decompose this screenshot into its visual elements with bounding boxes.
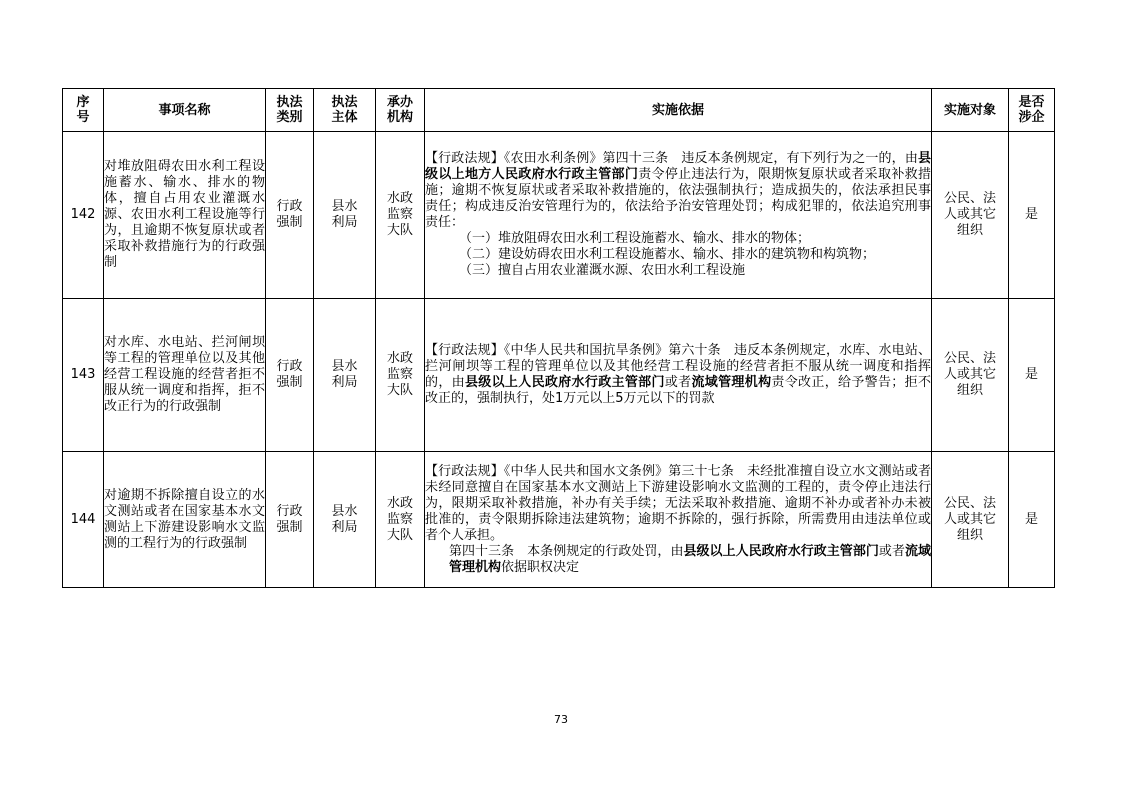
table-row xyxy=(63,299,1055,452)
cell-enterprise: 是 xyxy=(1009,452,1055,588)
basis-text: 【行政法规】《中华人民共和国抗旱条例》第六十条 违反本条例规定，水库、水电站、拦河闸坝等工程的管理单位以及其他经营工程设施的经营者拒不服从统一调度和指挥的，由 xyxy=(425,343,931,390)
cell-seq: 144 xyxy=(63,452,104,588)
cell-organ: 水政监察大队 xyxy=(376,132,425,299)
basis-item: （二）建设妨碍农田水利工程设施蓄水、输水、排水的建筑物和构筑物； xyxy=(459,247,876,262)
cell-name: 对堆放阻碍农田水利工程设施蓄水、输水、排水的物体，擅自占用农业灌溉水源、农田水利工程设施等行为，且逾期不恢复原状或者采取补救措施行为的行政强制 xyxy=(104,132,266,299)
basis-item: （一）堆放阻碍农田水利工程设施蓄水、输水、排水的物体； xyxy=(459,231,811,246)
basis-authority: 县级以上人民政府水行政主管部门 xyxy=(683,543,879,559)
cell-organ: 水政监察大队 xyxy=(376,299,425,452)
header-target: 实施对象 xyxy=(932,89,1009,132)
header-subject: 执法主体 xyxy=(314,89,376,132)
cell-name: 对水库、水电站、拦河闸坝等工程的管理单位以及其他经营工程设施的经营者拒不服从统一调度和指挥，拒不改正行为的行政强制 xyxy=(104,299,266,452)
table-header-row xyxy=(63,89,1055,132)
enforcement-table xyxy=(62,88,1055,588)
basis-text: 或者 xyxy=(664,375,692,390)
header-enterprise: 是否涉企 xyxy=(1009,89,1055,132)
header-category: 执法类别 xyxy=(266,89,314,132)
cell-organ: 水政监察大队 xyxy=(376,452,425,588)
basis-text: 【行政法规】《农田水利条例》第四十三条 违反本条例规定，有下列行为之一的，由 xyxy=(425,151,918,166)
page-number: 73 xyxy=(554,713,568,726)
basis-paragraph xyxy=(425,151,931,231)
basis-text: 责令停止违法行为，限期恢复原状或者采取补救措施；逾期不恢复原状或者采取补救措施的，依法强制执行；造成损失的，依法承担民事责任；构成违反治安管理行为的，依法给予治安管理处罚；构成犯罪的，依法追究刑事责任： xyxy=(425,167,931,230)
cell-target: 公民、法人或其它组织 xyxy=(932,299,1009,452)
cell-basis xyxy=(425,132,932,299)
table-row xyxy=(63,132,1055,299)
basis-text: 第四十三条 本条例规定的行政处罚，由 xyxy=(449,543,684,559)
cell-subject: 县水利局 xyxy=(314,452,376,588)
header-seq: 序号 xyxy=(63,89,104,132)
cell-category: 行政强制 xyxy=(266,132,314,299)
basis-authority: 流域管理机构 xyxy=(691,375,772,390)
cell-category: 行政强制 xyxy=(266,299,314,452)
basis-paragraph: 【行政法规】《中华人民共和国水文条例》第三十七条 未经批准擅自设立水文测站或者未经同意擅自在国家基本水文测站上下游建设影响水文监测的工程的，责令停止违法行为，限期采取补救措施，补办有关手续；无法采取补救措施、逾期不补办或者补办未被批准的，责令限期拆除违法建筑物；逾期不拆除的，强行拆除，所需费用由违法单位或者个人承担。 xyxy=(425,463,931,543)
header-name: 事项名称 xyxy=(104,89,266,132)
basis-item: （三）擅自占用农业灌溉水源、农田水利工程设施 xyxy=(459,263,746,278)
cell-seq: 143 xyxy=(63,299,104,452)
basis-paragraph xyxy=(425,544,931,576)
basis-text: 依据职权决定 xyxy=(501,559,580,575)
header-basis: 实施依据 xyxy=(425,89,932,132)
basis-text: 责令改正，给予警告；拒不改正的，强制执行，处1万元以上5万元以下的罚款 xyxy=(425,375,931,406)
cell-subject: 县水利局 xyxy=(314,132,376,299)
basis-authority: 县级以上人民政府水行政主管部门 xyxy=(464,375,665,390)
table-row xyxy=(63,452,1055,588)
basis-authority: 县级以上地方人民政府水行政主管部门 xyxy=(425,151,931,182)
cell-category: 行政强制 xyxy=(266,452,314,588)
basis-text: 或者 xyxy=(878,543,905,559)
cell-seq: 142 xyxy=(63,132,104,299)
basis-authority: 流域管理机构 xyxy=(449,543,931,575)
cell-basis xyxy=(425,299,932,452)
cell-name: 对逾期不拆除擅自设立的水文测站或者在国家基本水文测站上下游建设影响水文监测的工程行为的行政强制 xyxy=(104,452,266,588)
cell-target: 公民、法人或其它组织 xyxy=(932,132,1009,299)
header-organ: 承办机构 xyxy=(376,89,425,132)
cell-subject: 县水利局 xyxy=(314,299,376,452)
cell-enterprise: 是 xyxy=(1009,132,1055,299)
basis-paragraph xyxy=(425,343,931,407)
cell-enterprise: 是 xyxy=(1009,299,1055,452)
cell-target: 公民、法人或其它组织 xyxy=(932,452,1009,588)
cell-basis xyxy=(425,452,932,588)
